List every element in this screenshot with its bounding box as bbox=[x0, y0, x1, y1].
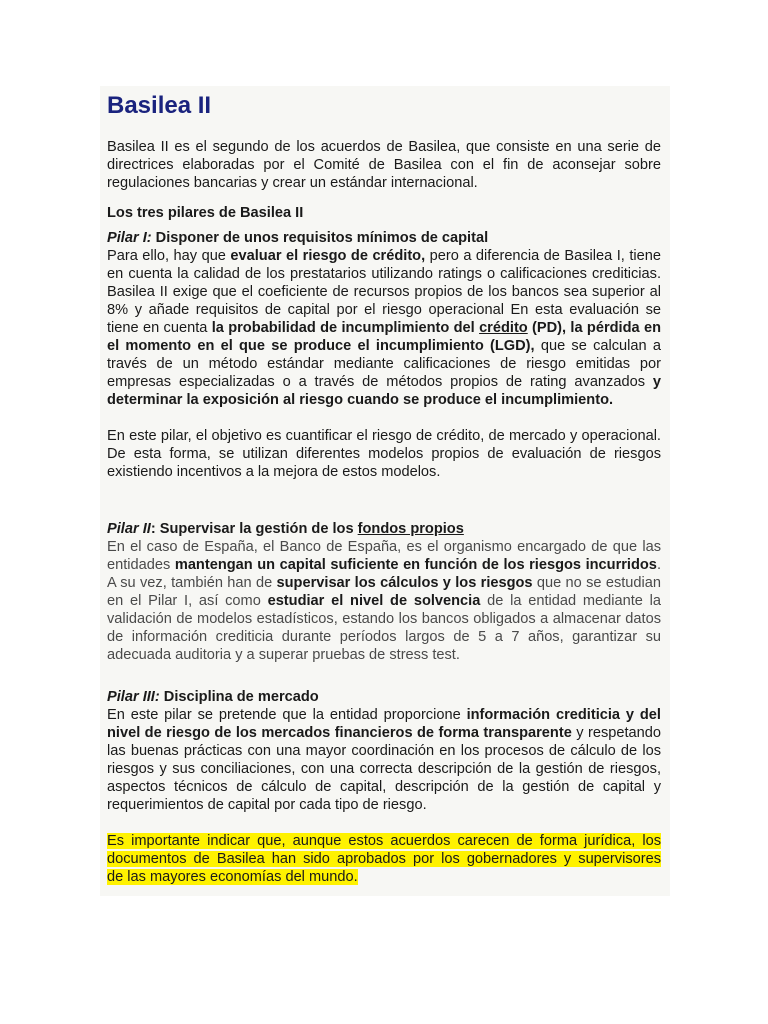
text-run: Para ello, hay que bbox=[107, 248, 231, 264]
bold-run: estudiar el nivel de solvencia bbox=[267, 593, 481, 609]
bold-run: la probabilidad de incumplimiento del bbox=[211, 320, 480, 336]
pilar2-heading-text: Supervisar la gestión de los bbox=[155, 521, 358, 537]
intro-line: Basilea II es el segundo de los acuerdos de Basilea, que consiste en una serie de bbox=[107, 139, 661, 155]
pilar1-label: Pilar I: bbox=[107, 230, 152, 246]
intro-paragraph bbox=[107, 138, 661, 192]
page-title: Basilea II bbox=[107, 92, 212, 119]
pilar1-heading-text: Disponer de unos requisitos mínimos de capital bbox=[151, 230, 489, 246]
pilar2-colon: : bbox=[150, 521, 156, 537]
text-run: que no se estudian en el Pilar I, así como bbox=[107, 575, 662, 609]
bold-run: información crediticia y del nivel de riesgo de los mercados financieros de forma transparente bbox=[107, 707, 661, 741]
credito-link[interactable]: crédito bbox=[479, 320, 528, 336]
pilar3-section bbox=[107, 688, 661, 814]
pilar3-heading-text: Disciplina de mercado bbox=[159, 689, 319, 705]
text-run: pero a diferencia de Basilea I, tiene en cuenta la calidad de los prestatarios utilizando ratings o calificaciones crediticias. Basilea II exige que el coeficiente de recursos propios de los bancos sea superior al 8% y añade requisitos de capital por el riesgo operacional En esta evaluación se tiene en cuenta bbox=[107, 248, 661, 336]
bold-run: supervisar los cálculos y los riesgos bbox=[276, 575, 533, 591]
pillars-heading: Los tres pilares de Basilea II bbox=[107, 205, 304, 221]
pilar1-paragraph bbox=[107, 247, 661, 409]
pilar1-heading bbox=[107, 229, 661, 247]
text-run: En este pilar se pretende que la entidad proporcione bbox=[107, 707, 467, 723]
text-run: que se calculan a través de un método estándar mediante calificaciones de riesgo emitidas por empresas especializadas o a través de métodos propios de rating avanzados bbox=[107, 338, 661, 390]
pilar1-objective-paragraph: En este pilar, el objetivo es cuantificar el riesgo de crédito, de mercado y operacional. De esta forma, se utilizan diferentes modelos propios de evaluación de riesgos existiendo incentivos a la mejora de estos modelos. bbox=[107, 428, 661, 480]
text-run: . A su vez, también han de bbox=[107, 557, 661, 591]
bold-run: evaluar el riesgo de crédito, bbox=[230, 248, 426, 264]
text-run: y respetando las buenas prácticas con una mayor coordinación en los procesos de cálculo de los riesgos y sus conciliaciones, con una correcta descripción de la gestión de riesgos, aspectos técnicos de cálculo de capital, descripción de la gestión de capital y requerimientos de capital por cada tipo de riesgo. bbox=[107, 725, 662, 813]
pilar3-label: Pilar III: bbox=[107, 689, 160, 705]
note-line: documentos de Basilea han sido aprobados por los gobernadores y supervisores bbox=[107, 851, 661, 867]
intro-line: regulaciones bancarias y crear un estándar internacional. bbox=[107, 175, 478, 191]
pilar1-section bbox=[107, 229, 661, 481]
fondos-propios-link[interactable]: fondos propios bbox=[357, 521, 464, 537]
pilar2-section bbox=[107, 520, 661, 664]
note-line: de las mayores economías del mundo. bbox=[107, 869, 358, 885]
bold-run: y determinar la exposición al riesgo cuando se produce el incumplimiento. bbox=[107, 374, 661, 408]
pilar2-paragraph bbox=[107, 538, 661, 664]
bold-run: mantengan un capital suficiente en función de los riesgos incurridos bbox=[174, 557, 657, 573]
intro-line: directrices elaboradas por el Comité de Basilea con el fin de aconsejar sobre bbox=[107, 157, 661, 173]
text-run: En el caso de España, el Banco de España, es el organismo encargado de que las entidades bbox=[107, 539, 661, 573]
bold-run: (PD), la pérdida en el momento en el que se produce el incumplimiento (LGD), bbox=[107, 320, 662, 354]
highlighted-note bbox=[107, 832, 661, 886]
pilar2-heading bbox=[107, 520, 661, 538]
note-line: Es importante indicar que, aunque estos acuerdos carecen de forma jurídica, los bbox=[107, 833, 661, 849]
text-run: de la entidad mediante la validación de modelos estadísticos, estando los bancos obligados a almacenar datos de información crediticia durante períodos largos de 5 a 7 años, garantizar su adecuada auditoria y a superar pruebas de stress test. bbox=[107, 593, 661, 663]
pilar2-label: Pilar II bbox=[107, 521, 151, 537]
pilar3-paragraph bbox=[107, 706, 661, 814]
pilar3-heading bbox=[107, 688, 661, 706]
